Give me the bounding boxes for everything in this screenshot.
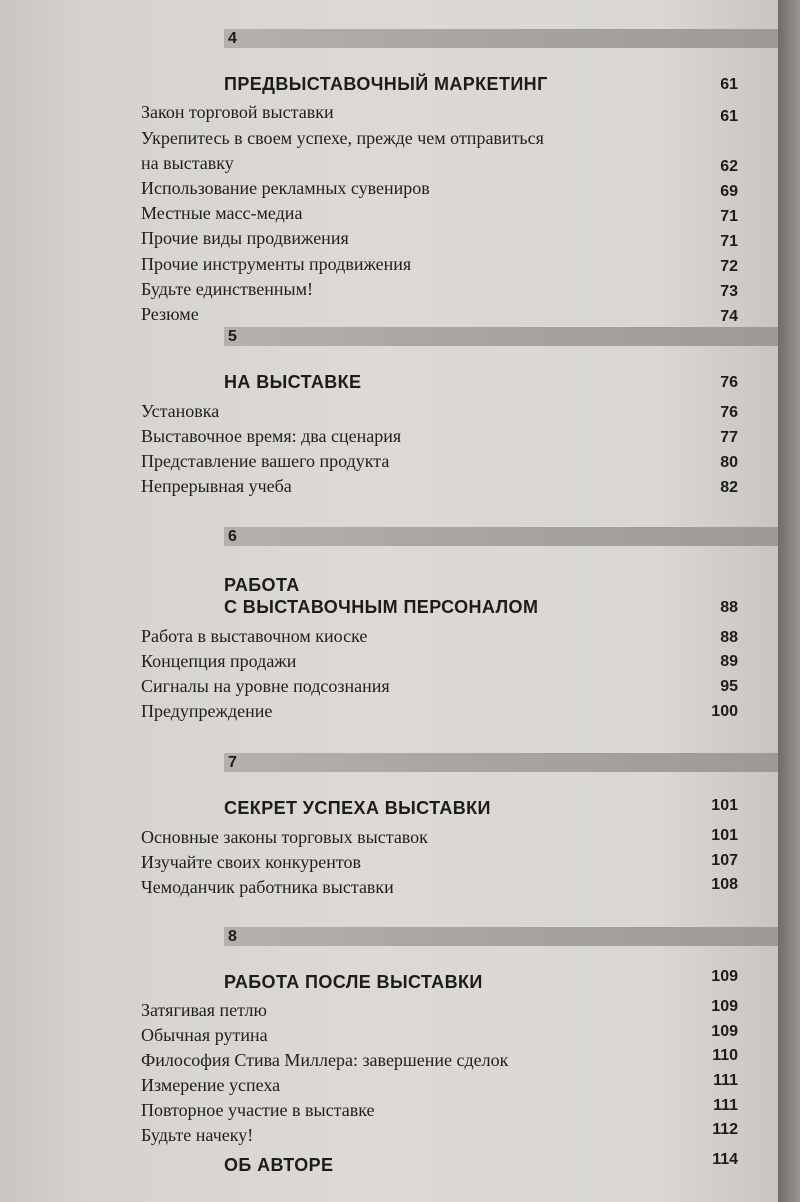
page-edge-shadow — [778, 0, 800, 1202]
chapter-number: 5 — [228, 328, 237, 345]
toc-entry: Сигналы на уровне подсознания — [141, 676, 390, 696]
toc-entry-page: 76 — [720, 404, 738, 421]
toc-entry: Выставочное время: два сценария — [141, 426, 402, 446]
toc-entry: Использование рекламных сувениров — [141, 178, 430, 198]
chapter-title: РАБОТА ПОСЛЕ ВЫСТАВКИ — [224, 972, 483, 992]
toc-entry: Резюме — [141, 304, 199, 324]
toc-entry-page: 112 — [712, 1121, 738, 1138]
toc-entry: Обычная рутина — [141, 1025, 268, 1045]
chapter-title: ПРЕДВЫСТАВОЧНЫЙ МАРКЕТИНГ — [224, 74, 548, 94]
toc-entry-page: 89 — [720, 653, 738, 670]
chapter-page-number: 101 — [711, 797, 738, 814]
chapter-page-number: 61 — [720, 76, 738, 93]
chapter-number: 4 — [228, 30, 237, 47]
chapter-number: 8 — [228, 928, 237, 945]
toc-entry-page: 109 — [711, 998, 738, 1015]
toc-entry-page: 110 — [712, 1047, 738, 1064]
chapter-bar — [224, 753, 778, 772]
toc-entry-page: 107 — [711, 852, 738, 869]
toc-entry: Затягивая петлю — [141, 1000, 267, 1020]
toc-entry-page: 71 — [720, 208, 738, 225]
chapter-bar — [224, 327, 778, 346]
toc-entry-page: 101 — [711, 827, 738, 844]
chapter-title-continued: С ВЫСТАВОЧНЫМ ПЕРСОНАЛОМ — [224, 597, 539, 617]
chapter-bar — [224, 527, 778, 546]
toc-entry-page: 71 — [720, 233, 738, 250]
toc-entry: Представление вашего продукта — [141, 451, 390, 471]
toc-entry: Измерение успеха — [141, 1075, 281, 1095]
toc-entry-page: 111 — [713, 1097, 738, 1114]
toc-entry: Повторное участие в выставке — [141, 1100, 375, 1120]
toc-entry-page: 74 — [720, 308, 738, 325]
toc-entry-page: 73 — [720, 283, 738, 300]
toc-entry-page: 82 — [720, 479, 738, 496]
toc-entry: Будьте единственным! — [141, 279, 313, 299]
chapter-page-number: 76 — [720, 374, 738, 391]
about-author-title: ОБ АВТОРЕ — [224, 1155, 334, 1175]
toc-entry: Прочие инструменты продвижения — [141, 254, 412, 274]
toc-entry: Концепция продажи — [141, 651, 297, 671]
toc-entry: Прочие виды продвижения — [141, 228, 349, 248]
chapter-page-number: 109 — [711, 968, 738, 985]
toc-entry-page: 77 — [720, 429, 738, 446]
toc-entry: Закон торговой выставки — [141, 102, 334, 122]
toc-entry: Философия Стива Миллера: завершение сделок — [141, 1050, 509, 1070]
toc-entry-page: 72 — [720, 258, 738, 275]
chapter-bar — [224, 927, 778, 946]
toc-entry-page: 108 — [711, 876, 738, 893]
toc-entry: Чемоданчик работника выставки — [141, 877, 394, 897]
toc-entry-continued: на выставку — [141, 153, 234, 173]
toc-entry-page: 100 — [711, 703, 738, 720]
chapter-number: 7 — [228, 754, 237, 771]
chapter-page-number: 88 — [720, 599, 738, 616]
toc-entry-page: 95 — [720, 678, 738, 695]
toc-entry: Изучайте своих конкурентов — [141, 852, 361, 872]
toc-entry: Установка — [141, 401, 220, 421]
toc-entry: Местные масс-медиа — [141, 203, 303, 223]
toc-entry: Непрерывная учеба — [141, 476, 292, 496]
chapter-bar — [224, 29, 778, 48]
chapter-number: 6 — [228, 528, 237, 545]
toc-entry: Работа в выставочном киоске — [141, 626, 368, 646]
toc-entry: Укрепитесь в своем успехе, прежде чем отправиться — [141, 128, 544, 148]
toc-entry-page: 109 — [711, 1023, 738, 1040]
toc-entry-page: 88 — [720, 629, 738, 646]
toc-entry: Предупреждение — [141, 701, 273, 721]
toc-entry: Будьте начеку! — [141, 1125, 254, 1145]
toc-entry-page: 62 — [720, 158, 738, 175]
chapter-title: СЕКРЕТ УСПЕХА ВЫСТАВКИ — [224, 798, 491, 818]
toc-entry-page: 111 — [713, 1072, 738, 1089]
toc-entry-page: 80 — [720, 454, 738, 471]
toc-entry-page: 69 — [720, 183, 738, 200]
about-author-page-number: 114 — [712, 1151, 738, 1168]
chapter-title: РАБОТА — [224, 575, 300, 595]
chapter-title: НА ВЫСТАВКЕ — [224, 372, 362, 392]
toc-entry: Основные законы торговых выставок — [141, 827, 428, 847]
toc-entry-page: 61 — [720, 108, 738, 125]
